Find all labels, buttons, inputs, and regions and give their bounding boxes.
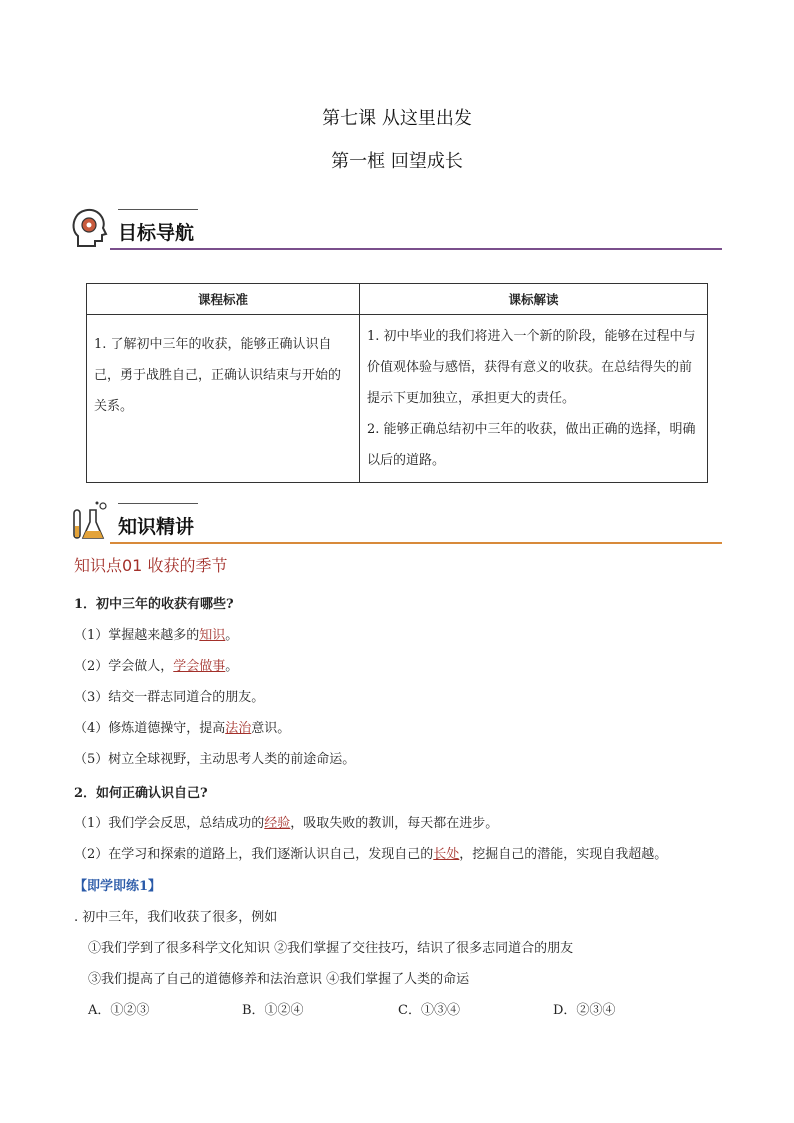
lesson-title: 第七课 从这里出发 <box>322 108 472 129</box>
list-item <box>74 748 355 767</box>
head-gear-icon <box>70 206 110 250</box>
section-title: 第一框 回望成长 <box>331 151 463 172</box>
knowledge-heading: 知识精讲 <box>118 516 195 538</box>
option-a[interactable]: A．①②③ <box>88 1003 150 1018</box>
answer-text: （2）学会做人， <box>74 659 174 674</box>
answer-keyword: 学会做事 <box>173 659 226 674</box>
practice-statement-line-2: ③我们提高了自己的道德修养和法治意识 ④我们掌握了人类的命运 <box>88 972 470 987</box>
answer-keyword: 法治 <box>225 721 252 736</box>
answer-keyword: 知识 <box>199 628 226 643</box>
practice-stem: . 初中三年，我们收获了很多，例如 <box>74 910 278 925</box>
table-header-interpretation: 课标解读 <box>360 284 708 315</box>
knowledge-point-title: 知识点01 收获的季节 <box>74 556 228 575</box>
option-b[interactable]: B．①②④ <box>242 1003 304 1018</box>
interpretation-item-1: 1. 初中毕业的我们将进入一个新的阶段，能够在过程中与价值观体验与感悟，获得有意义的收获。在总结得失的前提示下更加独立，承担更大的责任。 <box>367 329 696 406</box>
goals-section-header <box>70 206 722 252</box>
practice-label: 【即学即练1】 <box>74 879 162 894</box>
option-d[interactable]: D．②③④ <box>553 1003 616 1018</box>
table-header-standard: 课程标准 <box>87 284 360 315</box>
table-cell-standard: 1. 了解初中三年的收获，能够正确认识自己，勇于战胜自己，正确认识结束与开始的关系。 <box>87 315 360 483</box>
answer-text: （5）树立全球视野，主动思考人类的前途命运。 <box>74 752 356 767</box>
practice-statement-line-1: ①我们学到了很多科学文化知识 ②我们掌握了交往技巧，结识了很多志同道合的朋友 <box>88 941 574 956</box>
header-topline <box>118 503 198 504</box>
answer-text: （1）我们学会反思，总结成功的 <box>74 816 265 831</box>
answer-keyword: 长处 <box>433 847 460 862</box>
knowledge-divider <box>110 542 722 544</box>
list-item <box>74 624 238 643</box>
list-item <box>74 812 498 831</box>
goals-divider <box>110 248 722 250</box>
list-item <box>74 843 667 862</box>
answer-text: （2）在学习和探索的道路上，我们逐渐认识自己，发现自己的 <box>74 847 434 862</box>
question-1: 1．初中三年的收获有哪些? <box>74 597 234 612</box>
header-topline <box>118 209 198 210</box>
goals-heading: 目标导航 <box>118 222 195 244</box>
answer-text: 。 <box>225 659 239 674</box>
answer-text: （1）掌握越来越多的 <box>74 628 200 643</box>
curriculum-table <box>86 283 708 483</box>
answer-text: （3）结交一群志同道合的朋友。 <box>74 690 265 705</box>
answer-text: 意识。 <box>251 721 291 736</box>
answer-text: 。 <box>225 628 239 643</box>
interpretation-item-2: 2. 能够正确总结初中三年的收获，做出正确的选择，明确以后的道路。 <box>367 422 696 468</box>
list-item <box>74 717 290 736</box>
flask-icon <box>70 500 110 544</box>
question-2: 2．如何正确认识自己? <box>74 786 208 801</box>
knowledge-section-header <box>70 500 722 546</box>
list-item <box>74 655 238 674</box>
answer-text: ，吸取失败的教训，每天都在进步。 <box>290 816 499 831</box>
table-cell-interpretation <box>360 315 708 483</box>
table-row <box>87 315 708 483</box>
answer-text: （4）修炼道德操守，提高 <box>74 721 226 736</box>
answer-keyword: 经验 <box>264 816 291 831</box>
option-c[interactable]: C．①③④ <box>398 1003 460 1018</box>
answer-text: ，挖掘自己的潜能，实现自我超越。 <box>459 847 668 862</box>
list-item <box>74 686 264 705</box>
table-header-row <box>87 284 708 315</box>
